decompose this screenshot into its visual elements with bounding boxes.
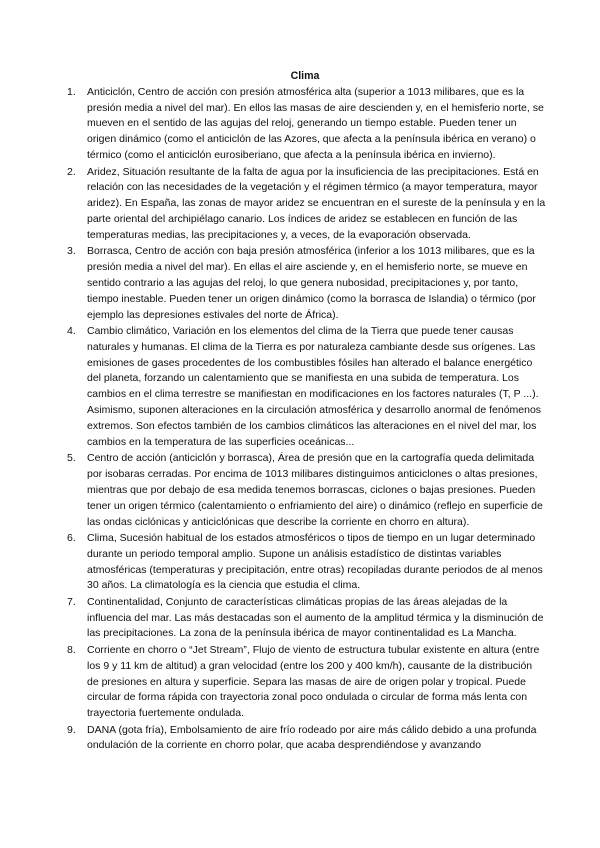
item-number: 7. bbox=[67, 595, 76, 608]
item-text: Centro de acción (anticiclón y borrasca), Área de presión que en la cartografía queda delimitada por isobaras cerradas. Por encima de 1013 milibares distinguimos anticiclones o altas presiones, mientras que por debajo de esa medida tenemos borrascas, ciclones o bajas presiones. Pueden tener un origen térmico (calentamiento o enfriamiento del aire) o dinámico (reflejo en superficie de las ondas ciclónicas y anticiclónicas que describe la corriente en chorro en altura). bbox=[87, 452, 543, 528]
page-title: Clima bbox=[290, 70, 320, 82]
item-text: Anticiclón, Centro de acción con presión atmosférica alta (superior a 1013 milibares, que es la presión media a nivel del mar). En ellos las masas de aire descienden y, en el hemisferio norte, se mueven en el sentido de las agujas del reloj, generando un tiempo estable. Pueden tener un origen dinámico (como el anticiclón de las Azores, que afecta a la península ibérica en verano) o térmico (como el anticiclón eurosiberiano, que afecta a la península ibérica en invierno). bbox=[87, 85, 544, 162]
item-number: 1. bbox=[67, 85, 76, 98]
item-text: Cambio climático, Variación en los elementos del clima de la Tierra que puede tener causas naturales y humanas. El clima de la Tierra es por naturaleza cambiante desde sus orígenes. Las emisiones de gases procedentes de los combustibles fósiles han alterado el balance energético del planeta, forzando un calentamiento que se manifiesta en una subida de temperatura. Los cambios en el clima terrestre se manifiestan en modificaciones en los factores naturales (T, P ...). Asimismo, suponen alteraciones en la circulación atmosférica y desarrollo anormal de fenómenos extremos. Son efectos también de los cambios climáticos las alteraciones en el nivel del mar, los cambios en la temperatura de las superficies oceánicas... bbox=[87, 324, 542, 448]
item-number: 2. bbox=[67, 165, 76, 178]
glossary-item-continentalidad bbox=[64, 595, 546, 643]
glossary-list bbox=[64, 85, 546, 754]
item-text: Clima, Sucesión habitual de los estados atmosféricos o tipos de tiempo en un lugar determinado durante un periodo temporal amplio. Supone un análisis estadístico de distintas variables atmosféricas (temperaturas y precipitación, entre otras) recopiladas durante periodos de al menos 30 años. La climatología es la ciencia que estudia el clima. bbox=[87, 531, 543, 592]
document-page bbox=[64, 69, 546, 755]
glossary-item-corriente-en-chorro bbox=[64, 643, 546, 722]
item-number: 4. bbox=[67, 324, 76, 337]
glossary-item-anticiclon bbox=[64, 85, 546, 164]
glossary-item-aridez bbox=[64, 165, 546, 244]
item-number: 6. bbox=[67, 531, 76, 544]
glossary-item-centro-de-accion bbox=[64, 451, 546, 530]
item-text: Continentalidad, Conjunto de características climáticas propias de las áreas alejadas de la influencia del mar. Las más destacadas son el aumento de la amplitud térmica y la disminución de las precipitaciones. La zona de la península ibérica de mayor continentalidad es La Mancha. bbox=[87, 595, 544, 640]
item-number: 3. bbox=[67, 245, 76, 258]
glossary-item-cambio-climatico bbox=[64, 324, 546, 451]
item-number: 8. bbox=[67, 643, 76, 656]
item-text: Borrasca, Centro de acción con baja presión atmosférica (inferior a los 1013 milibares, que es la presión media a nivel del mar). En ellas el aire asciende y, en el hemisferio norte, se mueve en sentido contrario a las agujas del reloj, lo que genera nubosidad, precipitaciones y, por tanto, tiempo inestable. Pueden tener un origen dinámico (como la borrasca de Islandia) o térmico (por ejemplo las depresiones estivales del norte de África). bbox=[87, 245, 536, 321]
glossary-item-clima bbox=[64, 531, 546, 594]
glossary-item-dana bbox=[64, 723, 546, 755]
glossary-item-borrasca bbox=[64, 244, 546, 323]
item-text: Aridez, Situación resultante de la falta de agua por la insuficiencia de las precipitaciones. Está en relación con las necesidades de la vegetación y el régimen térmico (a mayor temperatura, mayor aridez). En España, las zonas de mayor aridez se encuentran en el sureste de la península y en la parte oriental del archipiélago canario. Los índices de aridez se establecen en función de las temperaturas medias, las precipitaciones y, a veces, de la evaporación observada. bbox=[87, 165, 546, 241]
item-number: 9. bbox=[67, 723, 76, 736]
item-text: Corriente en chorro o “Jet Stream”, Flujo de viento de estructura tubular existente en altura (entre los 9 y 11 km de altitud) a gran velocidad (entre los 200 y 400 km/h), causante de la distribución de presiones en altura y superficie. Separa las masas de aire de origen polar y tropical. Puede circular de forma rápida con trayectoria zonal poco ondulada o circular de forma más lenta con trayectoria fuertemente ondulada. bbox=[87, 643, 540, 720]
item-number: 5. bbox=[67, 452, 76, 465]
item-text: DANA (gota fría), Embolsamiento de aire frío rodeado por aire más cálido debido a una profunda ondulación de la corriente en chorro polar, que acaba desprendiéndose y avanzando bbox=[87, 723, 537, 752]
